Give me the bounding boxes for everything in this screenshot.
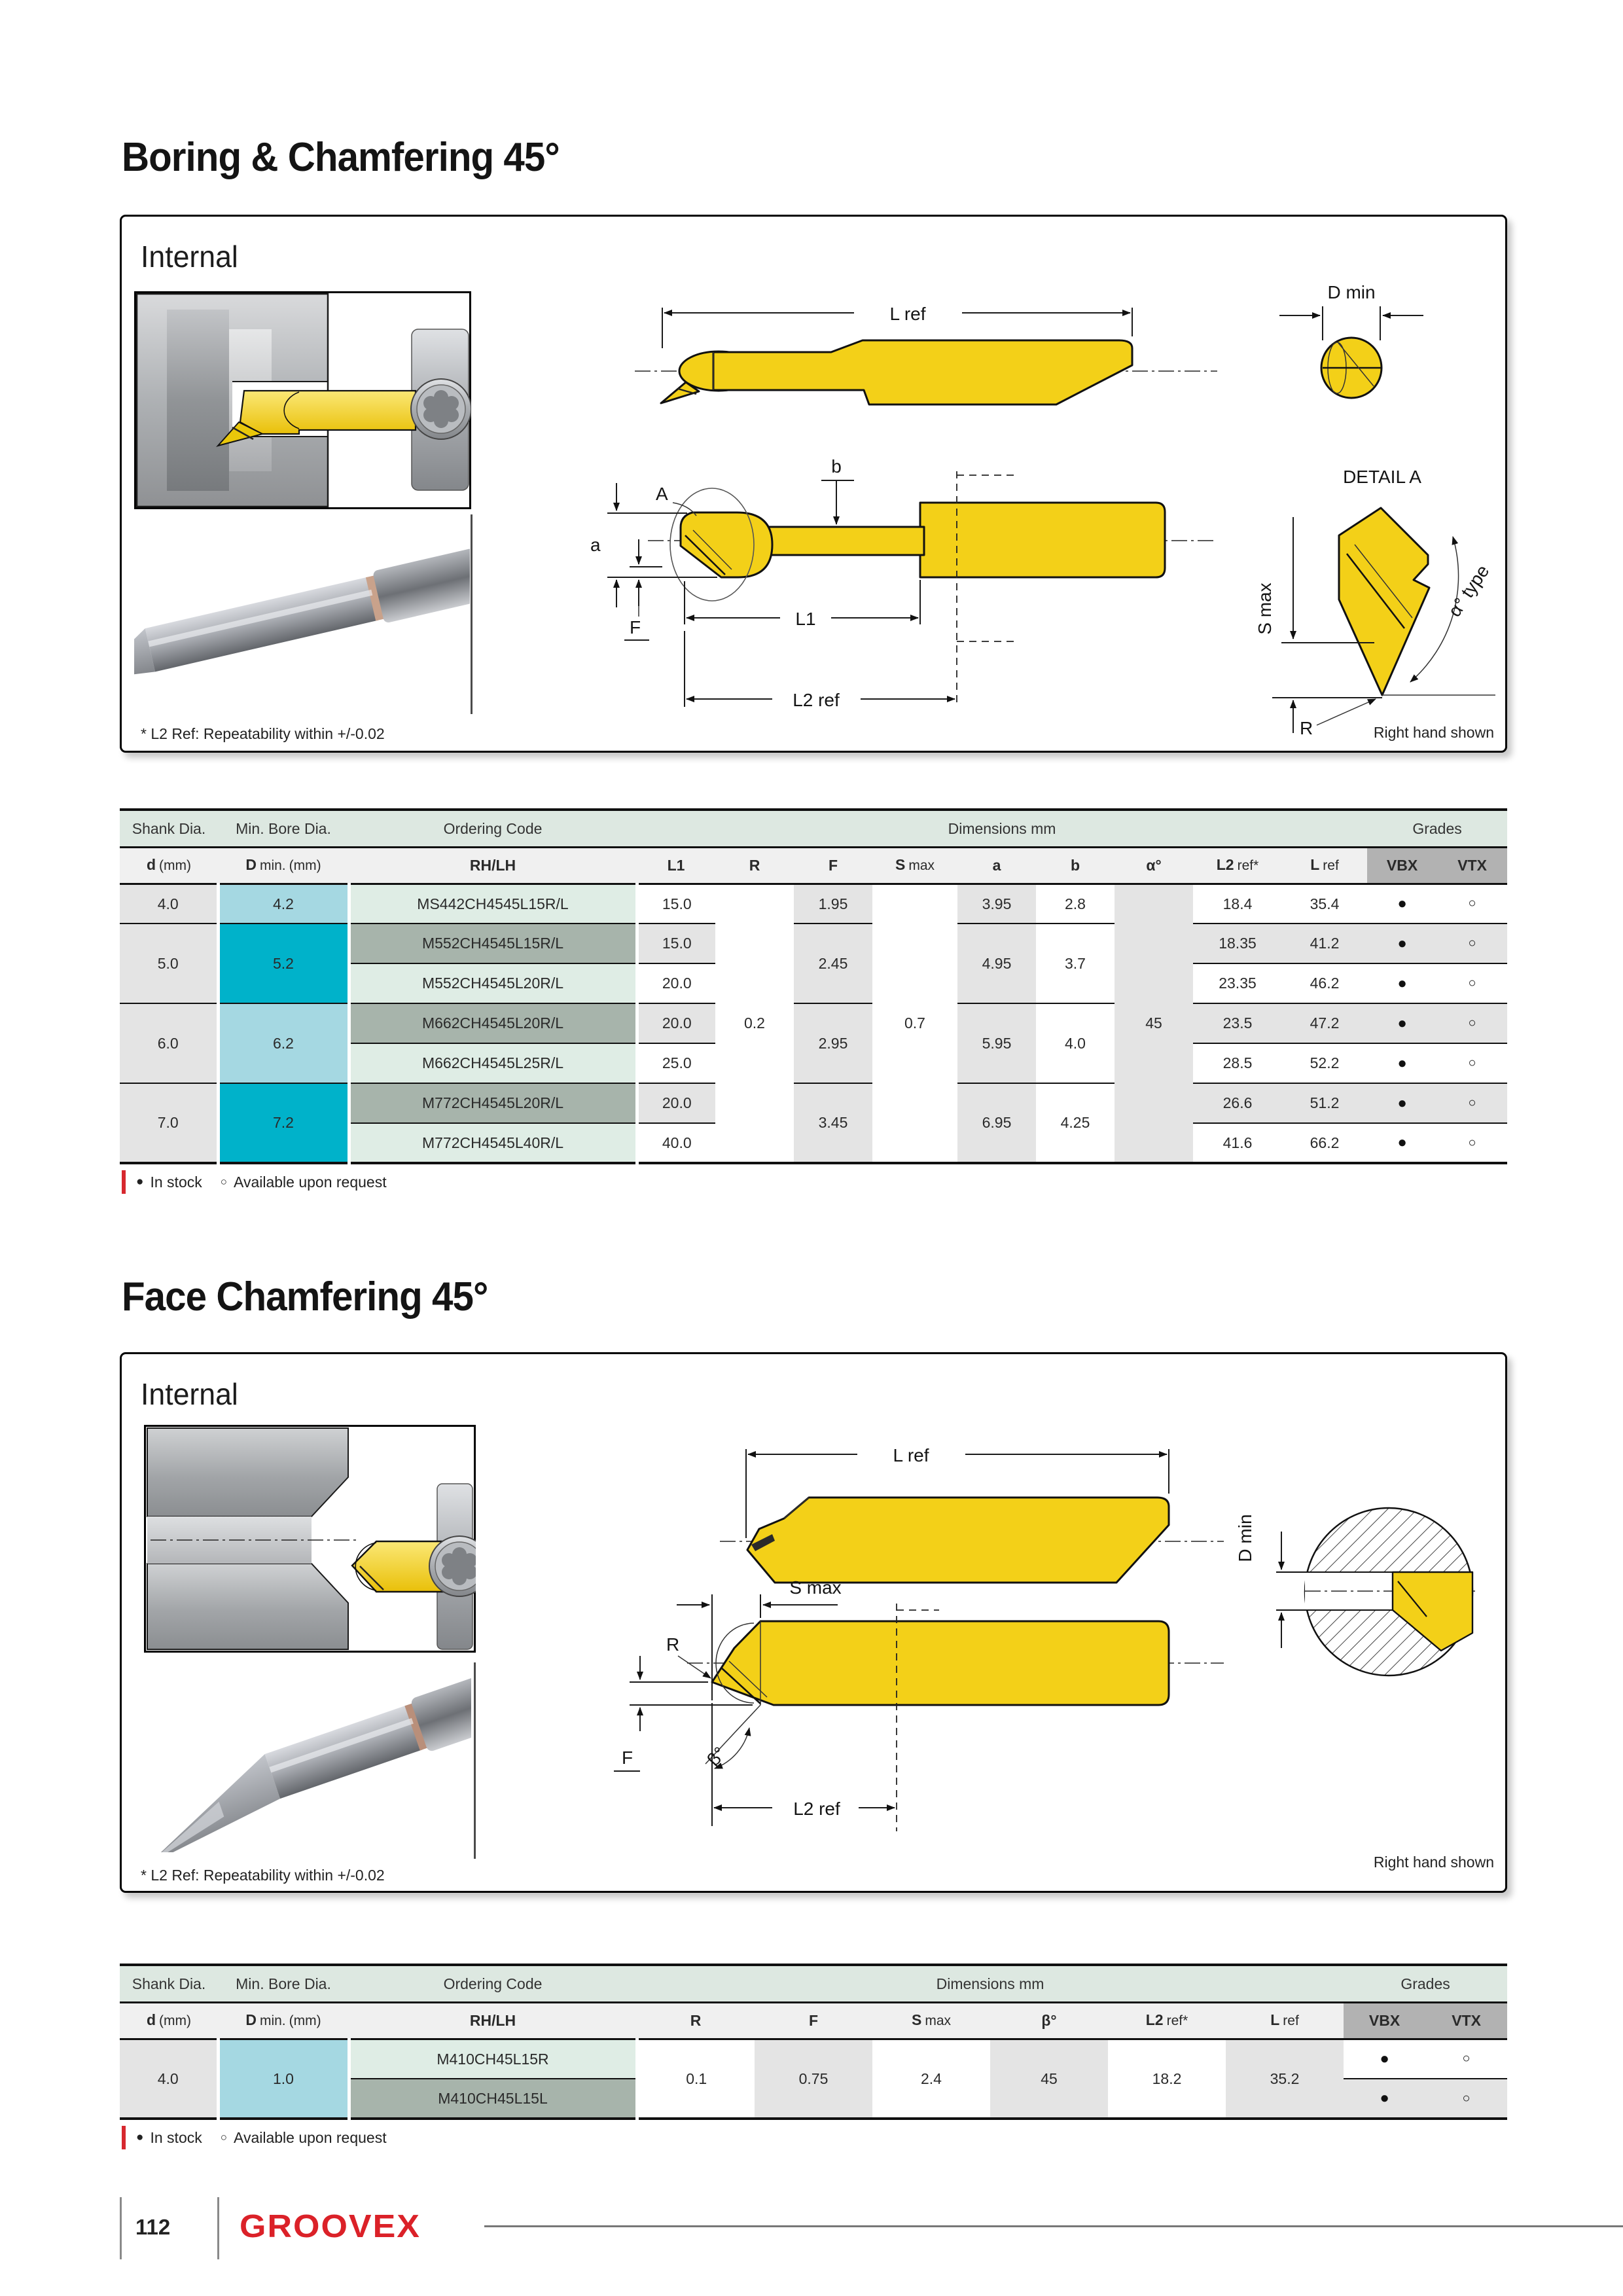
- cell-l2ref: 26.6: [1193, 1083, 1282, 1123]
- cell-a: 4.95: [957, 924, 1036, 1003]
- header-dimensions: Dimensions mm: [637, 1965, 1344, 2002]
- col-a: a: [957, 847, 1036, 884]
- col-smax: S max: [872, 2002, 990, 2039]
- cell-code: MS442CH4545L15R/L: [349, 884, 637, 924]
- table-column-header-row: [120, 2002, 1507, 2039]
- cell-code: M662CH4545L20R/L: [349, 1003, 637, 1043]
- cell-r: 0.2: [715, 884, 794, 1163]
- col-l1: L1: [637, 847, 715, 884]
- col-dmin: D min. (mm): [218, 847, 349, 884]
- section-title-face-chamfering: Face Chamfering 45°: [122, 1274, 488, 1319]
- table-group-header-row: [120, 810, 1507, 847]
- cell-code: M772CH4545L40R/L: [349, 1123, 637, 1163]
- cell-lref: 35.4: [1282, 884, 1367, 924]
- cell-vbx: ●: [1367, 1043, 1437, 1083]
- boring-cross-section-illustration: [134, 291, 471, 509]
- col-lref: L ref: [1282, 847, 1367, 884]
- dim-label-a: a: [590, 535, 601, 555]
- dim-label-d-min: D min: [1327, 282, 1376, 302]
- cell-vbx: ●: [1367, 884, 1437, 924]
- col-vbx: VBX: [1344, 2002, 1425, 2039]
- footer-horizontal-rule: [484, 2225, 1623, 2227]
- cell-lref: 46.2: [1282, 963, 1367, 1003]
- col-d: d (mm): [120, 847, 218, 884]
- cell-f: 2.95: [794, 1003, 872, 1083]
- cell-l2ref: 18.35: [1193, 924, 1282, 963]
- panel2-note-hand: Right hand shown: [1373, 1854, 1494, 1871]
- panel2-heading: Internal: [141, 1377, 238, 1411]
- in-stock-icon: ●: [136, 2130, 144, 2144]
- cell-vtx: ○: [1437, 1003, 1507, 1043]
- cell-lref: 52.2: [1282, 1043, 1367, 1083]
- cell-code: M772CH4545L20R/L: [349, 1083, 637, 1123]
- cell-f: 0.75: [755, 2039, 872, 2119]
- panel2-photo-divider: [474, 1662, 476, 1859]
- dim-label-s-max: S max: [789, 1577, 842, 1598]
- panel1-note-hand: Right hand shown: [1373, 724, 1494, 741]
- cell-vtx: ○: [1437, 924, 1507, 963]
- cell-vbx: ●: [1367, 1123, 1437, 1163]
- panel2-note-repeatability: * L2 Ref: Repeatability within +/-0.02: [141, 1867, 385, 1884]
- cell-a: 5.95: [957, 1003, 1036, 1083]
- in-stock-icon: ●: [136, 1175, 144, 1189]
- dim-label-f: F: [630, 617, 641, 637]
- cell-l2ref: 41.6: [1193, 1123, 1282, 1163]
- header-ordering-code: Ordering Code: [349, 1965, 637, 2002]
- face-chamfer-dimension-drawing: [556, 1407, 1502, 1878]
- dim-label-l1: L1: [795, 609, 816, 629]
- dim-label-beta: β°: [703, 1743, 730, 1770]
- cell-dmin: 5.2: [218, 924, 349, 1003]
- cell-b: 2.8: [1036, 884, 1115, 924]
- header-shank-dia: Shank Dia.: [120, 1965, 218, 2002]
- face-chamfer-tool-photo: [137, 1662, 471, 1852]
- col-r: R: [637, 2002, 755, 2039]
- legend-accent-bar: [122, 2126, 126, 2149]
- col-b: b: [1036, 847, 1115, 884]
- cell-vbx: ●: [1367, 963, 1437, 1003]
- cell-vbx: ●: [1367, 1003, 1437, 1043]
- dim-label-l2-ref: L2 ref: [793, 690, 840, 710]
- boring-dimension-drawing: [556, 275, 1502, 740]
- cell-lref: 66.2: [1282, 1123, 1367, 1163]
- cell-vbx: ●: [1344, 2039, 1425, 2079]
- col-d: d (mm): [120, 2002, 218, 2039]
- cell-vtx: ○: [1437, 1123, 1507, 1163]
- dim-label-s-max: S max: [1255, 583, 1275, 635]
- cell-vbx: ●: [1344, 2079, 1425, 2119]
- col-smax: S max: [872, 847, 957, 884]
- available-icon: ○: [220, 1175, 228, 1188]
- dim-label-alpha-type: α° type: [1444, 561, 1493, 620]
- table-row: [120, 1083, 1507, 1123]
- dim-label-l-ref: L ref: [893, 1445, 929, 1465]
- dim-label-d-min: D min: [1235, 1514, 1255, 1562]
- cell-d: 6.0: [120, 1003, 218, 1083]
- cell-code: M410CH45L15L: [349, 2079, 637, 2119]
- cell-l1: 20.0: [637, 1083, 715, 1123]
- detail-a-label: DETAIL A: [1343, 467, 1421, 487]
- table-row: [120, 924, 1507, 963]
- col-rhlh: RH/LH: [349, 847, 637, 884]
- cell-l1: 15.0: [637, 884, 715, 924]
- section-title-boring-chamfering: Boring & Chamfering 45°: [122, 135, 560, 180]
- cell-a: 3.95: [957, 884, 1036, 924]
- cell-dmin: 6.2: [218, 1003, 349, 1083]
- cell-f: 3.45: [794, 1083, 872, 1163]
- panel1-heading: Internal: [141, 240, 238, 274]
- cell-lref: 35.2: [1226, 2039, 1344, 2119]
- dim-label-b: b: [831, 456, 842, 476]
- cell-dmin: 7.2: [218, 1083, 349, 1163]
- face-chamfer-cross-section-illustration: [144, 1425, 476, 1653]
- panel1-photo-divider: [471, 514, 473, 714]
- header-ordering-code: Ordering Code: [349, 810, 637, 847]
- in-stock-label: In stock: [150, 2128, 202, 2146]
- cell-vtx: ○: [1437, 963, 1507, 1003]
- cell-l1: 20.0: [637, 963, 715, 1003]
- dim-label-l2-ref: L2 ref: [793, 1799, 840, 1819]
- legend-accent-bar: [122, 1170, 126, 1194]
- col-l2ref: L2 ref*: [1108, 2002, 1226, 2039]
- cell-vtx: ○: [1425, 2079, 1507, 2119]
- col-l2ref: L2 ref*: [1193, 847, 1282, 884]
- cell-smax: 2.4: [872, 2039, 990, 2119]
- page-number: 112: [135, 2215, 171, 2239]
- cell-l2ref: 23.5: [1193, 1003, 1282, 1043]
- cell-r: 0.1: [637, 2039, 755, 2119]
- col-vtx: VTX: [1437, 847, 1507, 884]
- cell-code: M662CH4545L25R/L: [349, 1043, 637, 1083]
- col-rhlh: RH/LH: [349, 2002, 637, 2039]
- header-min-bore-dia: Min. Bore Dia.: [218, 1965, 349, 2002]
- cell-code: M410CH45L15R: [349, 2039, 637, 2079]
- footer-left-rule: [120, 2197, 122, 2259]
- brand-logo: GROOVEX: [240, 2208, 421, 2245]
- in-stock-label: In stock: [150, 1173, 202, 1191]
- cell-l2ref: 23.35: [1193, 963, 1282, 1003]
- header-grades: Grades: [1344, 1965, 1507, 2002]
- cell-beta: 45: [990, 2039, 1108, 2119]
- boring-tool-photo: [134, 514, 470, 710]
- cell-b: 4.0: [1036, 1003, 1115, 1083]
- col-f: F: [755, 2002, 872, 2039]
- table-row: [120, 1003, 1507, 1043]
- header-grades: Grades: [1367, 810, 1507, 847]
- cell-lref: 51.2: [1282, 1083, 1367, 1123]
- col-lref: L ref: [1226, 2002, 1344, 2039]
- cell-smax: 0.7: [872, 884, 957, 1163]
- col-r: R: [715, 847, 794, 884]
- cell-d: 4.0: [120, 2039, 218, 2119]
- cell-vtx: ○: [1437, 1083, 1507, 1123]
- cell-l1: 15.0: [637, 924, 715, 963]
- footer-mid-rule: [217, 2197, 219, 2259]
- boring-chamfering-table: [120, 808, 1507, 1164]
- cell-alpha: 45: [1115, 884, 1193, 1163]
- dim-label-detail-marker-a: A: [656, 484, 668, 504]
- cell-dmin: 4.2: [218, 884, 349, 924]
- dim-label-r: R: [666, 1634, 680, 1655]
- header-min-bore-dia: Min. Bore Dia.: [218, 810, 349, 847]
- table-row: [120, 884, 1507, 924]
- cell-f: 2.45: [794, 924, 872, 1003]
- cell-l2ref: 18.2: [1108, 2039, 1226, 2119]
- cell-a: 6.95: [957, 1083, 1036, 1163]
- header-shank-dia: Shank Dia.: [120, 810, 218, 847]
- cell-b: 4.25: [1036, 1083, 1115, 1163]
- header-dimensions: Dimensions mm: [637, 810, 1367, 847]
- cell-b: 3.7: [1036, 924, 1115, 1003]
- cell-l1: 25.0: [637, 1043, 715, 1083]
- cell-l2ref: 18.4: [1193, 884, 1282, 924]
- available-label: Available upon request: [234, 1173, 387, 1191]
- dim-label-f: F: [622, 1748, 633, 1768]
- col-dmin: D min. (mm): [218, 2002, 349, 2039]
- col-alpha: α°: [1115, 847, 1193, 884]
- col-f: F: [794, 847, 872, 884]
- table-group-header-row: [120, 1965, 1507, 2002]
- cell-vtx: ○: [1437, 884, 1507, 924]
- cell-d: 5.0: [120, 924, 218, 1003]
- cell-l2ref: 28.5: [1193, 1043, 1282, 1083]
- cell-l1: 20.0: [637, 1003, 715, 1043]
- cell-d: 4.0: [120, 884, 218, 924]
- dim-label-l-ref: L ref: [889, 304, 926, 324]
- cell-f: 1.95: [794, 884, 872, 924]
- table-row: [120, 2039, 1507, 2079]
- available-icon: ○: [220, 2131, 228, 2144]
- cell-code: M552CH4545L15R/L: [349, 924, 637, 963]
- face-chamfering-table: [120, 1964, 1507, 2120]
- cell-vbx: ●: [1367, 924, 1437, 963]
- cell-dmin: 1.0: [218, 2039, 349, 2119]
- cell-l1: 40.0: [637, 1123, 715, 1163]
- available-label: Available upon request: [234, 2128, 387, 2146]
- panel1-note-repeatability: * L2 Ref: Repeatability within +/-0.02: [141, 725, 385, 742]
- table-column-header-row: [120, 847, 1507, 884]
- col-vtx: VTX: [1425, 2002, 1507, 2039]
- col-vbx: VBX: [1367, 847, 1437, 884]
- cell-vbx: ●: [1367, 1083, 1437, 1123]
- col-beta: β°: [990, 2002, 1108, 2039]
- cell-vtx: ○: [1425, 2039, 1507, 2079]
- cell-vtx: ○: [1437, 1043, 1507, 1083]
- dim-label-r: R: [1300, 718, 1313, 738]
- cell-lref: 47.2: [1282, 1003, 1367, 1043]
- cell-code: M552CH4545L20R/L: [349, 963, 637, 1003]
- stock-legend: [122, 1170, 387, 1194]
- stock-legend: [122, 2126, 387, 2149]
- cell-d: 7.0: [120, 1083, 218, 1163]
- cell-lref: 41.2: [1282, 924, 1367, 963]
